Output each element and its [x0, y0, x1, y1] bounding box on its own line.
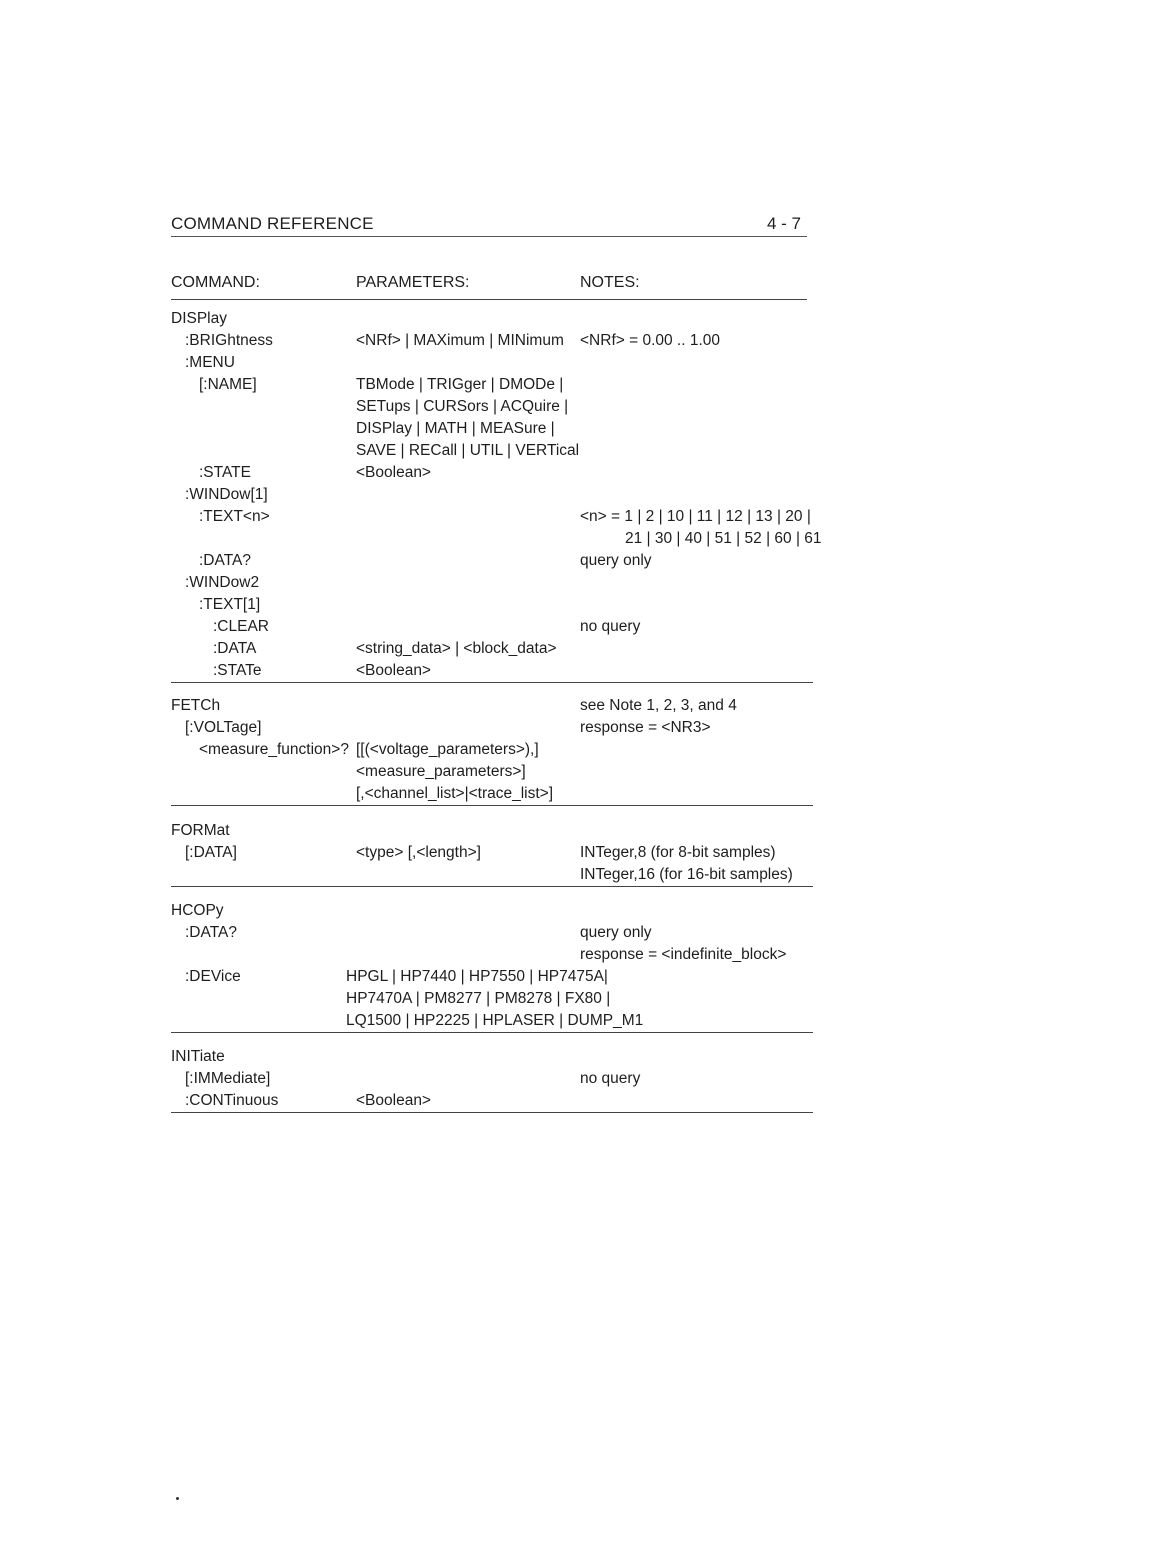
parameters-cell: <NRf> | MAXimum | MINimum — [356, 332, 564, 349]
command-cell: :DATA? — [199, 552, 251, 569]
column-header-notes: NOTES: — [580, 274, 640, 291]
notes-cell: response = <indefinite_block> — [580, 946, 787, 963]
table-row — [171, 308, 813, 330]
notes-cell: 21 | 30 | 40 | 51 | 52 | 60 | 61 — [625, 530, 822, 547]
table-row — [171, 440, 813, 462]
command-cell: :TEXT[1] — [199, 596, 261, 613]
notes-cell: no query — [580, 1070, 641, 1087]
table-row — [171, 988, 813, 1010]
notes-cell: query only — [580, 552, 652, 569]
table-row — [171, 572, 813, 594]
command-cell: :STATe — [213, 662, 262, 679]
parameters-cell: <Boolean> — [356, 662, 431, 679]
notes-cell: <n> = 1 | 2 | 10 | 11 | 12 | 13 | 20 | — [580, 508, 811, 525]
command-cell: :TEXT<n> — [199, 508, 270, 525]
column-headers — [171, 270, 807, 300]
table-row — [171, 739, 813, 761]
section-hcopy — [171, 900, 813, 1033]
command-cell: [:IMMediate] — [185, 1070, 271, 1087]
command-cell: <measure_function>? — [199, 741, 349, 758]
table-row — [171, 717, 813, 739]
table-row — [171, 820, 813, 842]
table-row — [171, 695, 813, 717]
table-row — [171, 396, 813, 418]
notes-cell: INTeger,16 (for 16-bit samples) — [580, 866, 793, 883]
table-row — [171, 594, 813, 616]
section-format — [171, 820, 813, 887]
section-display — [171, 308, 822, 683]
command-cell: HCOPy — [171, 902, 224, 919]
notes-cell: <NRf> = 0.00 .. 1.00 — [580, 332, 721, 349]
command-cell: [:VOLTage] — [185, 719, 262, 736]
command-cell: :CLEAR — [213, 618, 269, 635]
parameters-cell: <Boolean> — [356, 464, 431, 481]
table-row — [171, 660, 813, 682]
parameters-cell: <measure_parameters>] — [356, 763, 526, 780]
table-row — [171, 506, 813, 528]
table-row — [171, 922, 813, 944]
table-row — [171, 944, 813, 966]
command-cell: :WINDow2 — [185, 574, 260, 591]
command-cell: [:NAME] — [199, 376, 257, 393]
command-cell: :DATA — [213, 640, 257, 657]
command-cell: :WINDow[1] — [185, 486, 268, 503]
command-cell: :MENU — [185, 354, 235, 371]
notes-cell: INTeger,8 (for 8-bit samples) — [580, 844, 776, 861]
parameters-cell: HPGL | HP7440 | HP7550 | HP7475A| — [346, 968, 608, 985]
table-row — [171, 352, 813, 374]
notes-cell: no query — [580, 618, 641, 635]
table-row — [171, 528, 822, 550]
parameters-cell: SETups | CURSors | ACQuire | — [356, 398, 569, 415]
section-initiate — [171, 1046, 813, 1113]
table-row — [171, 1090, 813, 1112]
page-header — [171, 212, 807, 237]
parameters-cell: TBMode | TRIGger | DMODe | — [356, 376, 564, 393]
notes-cell: see Note 1, 2, 3, and 4 — [580, 697, 737, 714]
parameters-cell: <string_data> | <block_data> — [356, 640, 557, 657]
scan-speck — [176, 1497, 179, 1500]
table-row — [171, 1046, 813, 1068]
parameters-cell: SAVE | RECall | UTIL | VERTical — [356, 442, 580, 459]
parameters-cell: <Boolean> — [356, 1092, 431, 1109]
parameters-cell: LQ1500 | HP2225 | HPLASER | DUMP_M1 — [346, 1012, 644, 1029]
parameters-cell: DISPlay | MATH | MEASure | — [356, 420, 555, 437]
command-cell: INITiate — [171, 1048, 225, 1065]
command-cell: :DATA? — [185, 924, 237, 941]
notes-cell: response = <NR3> — [580, 719, 711, 736]
table-row — [171, 842, 813, 864]
command-cell: :STATE — [199, 464, 251, 481]
parameters-cell: [[(<voltage_parameters>),] — [356, 741, 539, 758]
table-row — [171, 761, 813, 783]
parameters-cell: HP7470A | PM8277 | PM8278 | FX80 | — [346, 990, 611, 1007]
section-fetch — [171, 695, 813, 806]
table-row — [171, 418, 813, 440]
table-row — [171, 966, 813, 988]
table-row — [171, 374, 813, 396]
command-cell: :CONTinuous — [185, 1092, 279, 1109]
parameters-cell: [,<channel_list>|<trace_list>] — [356, 785, 554, 802]
table-row — [171, 1010, 813, 1032]
table-row — [171, 484, 813, 506]
table-row — [171, 462, 813, 484]
table-row — [171, 1068, 813, 1090]
parameters-cell: <type> [,<length>] — [356, 844, 481, 861]
column-header-parameters: PARAMETERS: — [356, 274, 470, 291]
table-row — [171, 550, 813, 572]
command-cell: [:DATA] — [185, 844, 237, 861]
table-row — [171, 864, 813, 886]
command-cell: FETCh — [171, 697, 221, 714]
manual-page — [171, 0, 822, 1544]
table-row — [171, 330, 813, 352]
page-title: COMMAND REFERENCE — [171, 214, 374, 233]
command-cell: :DEVice — [185, 968, 241, 985]
command-cell: DISPlay — [171, 310, 227, 327]
table-row — [171, 638, 813, 660]
command-cell: FORMat — [171, 822, 230, 839]
table-row — [171, 783, 813, 805]
table-row — [171, 900, 813, 922]
column-header-command: COMMAND: — [171, 274, 260, 291]
page-number: 4 - 7 — [766, 214, 801, 233]
notes-cell: query only — [580, 924, 652, 941]
table-row — [171, 616, 813, 638]
command-cell: :BRIGhtness — [185, 332, 273, 349]
